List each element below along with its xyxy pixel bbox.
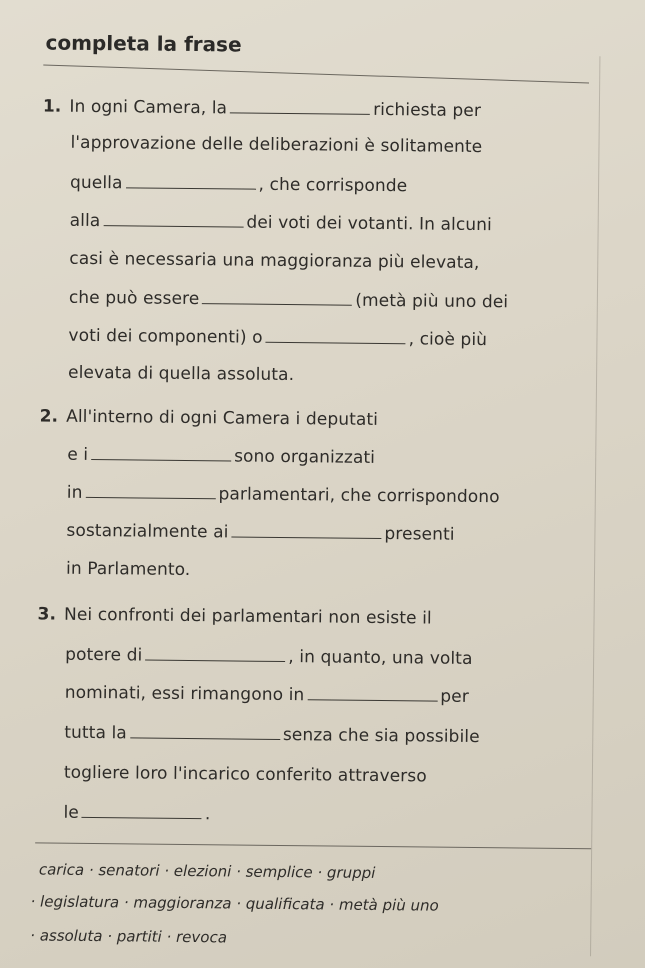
ex1-line-5 — [69, 249, 479, 273]
ex3-number: 3. — [37, 604, 57, 625]
ex1-text-7a: voti dei componenti) o — [68, 325, 263, 348]
ex2-line-2 — [67, 445, 375, 468]
ex2-text-4b: presenti — [384, 524, 455, 545]
ex3-line-4 — [64, 723, 480, 747]
ex1-text-3a: quella — [69, 172, 123, 194]
ex1-blank-2[interactable] — [126, 173, 256, 189]
ex2-blank-2[interactable] — [85, 483, 215, 499]
ex1-text-2: l'approvazione delle deliberazioni è solitamente — [70, 132, 483, 158]
ex3-text-3b: per — [440, 686, 469, 707]
ex1-line-3 — [70, 173, 407, 197]
ex3-text-4a: tutta la — [64, 722, 127, 744]
ex1-text-1a: In ogni Camera, la — [69, 96, 228, 119]
ex3-text-4b: senza che sia possibile — [282, 725, 480, 748]
ex2-blank-3[interactable] — [231, 522, 381, 539]
ex2-line-3 — [67, 483, 500, 508]
ex1-text-3b: , che corrisponde — [258, 174, 408, 197]
ex1-text-8: elevata di quella assoluta. — [67, 362, 295, 386]
ex1-line-8 — [68, 363, 294, 385]
ex2-text-1: All'interno di ogni Camera i deputati — [66, 406, 379, 430]
ex1-blank-5[interactable] — [266, 328, 406, 344]
ex3-line-2 — [65, 645, 473, 669]
ex2-blank-1[interactable] — [91, 445, 231, 461]
ex1-text-4b: dei voti dei votanti. In alcuni — [246, 212, 493, 236]
ex1-text-6b: (metà più uno dei — [355, 290, 509, 313]
ex2-line-4 — [66, 521, 454, 545]
word-bank-line-1: carica · senatori · elezioni · semplice · gruppi — [38, 860, 376, 882]
page-title: completa la frase — [45, 30, 242, 57]
ex3-line-5 — [64, 763, 427, 787]
ex3-text-2b: , in quanto, una volta — [288, 647, 473, 669]
title-underline — [43, 64, 589, 83]
ex1-number: 1. — [42, 96, 62, 117]
ex1-blank-4[interactable] — [202, 289, 352, 306]
ex2-text-2a: e i — [67, 444, 89, 465]
ex1-text-7b: , cioè più — [408, 329, 488, 351]
ex2-number: 2. — [39, 406, 59, 427]
ex1-line-4 — [70, 211, 492, 235]
ex3-text-6b: . — [204, 804, 211, 825]
ex2-text-2b: sono organizzati — [234, 446, 376, 468]
ex3-line-6 — [63, 803, 210, 825]
ex3-text-6a: le — [63, 802, 79, 823]
ex3-blank-1[interactable] — [145, 646, 285, 662]
ex3-blank-2[interactable] — [307, 685, 437, 701]
ex2-text-4a: sostanzialmente ai — [66, 520, 229, 543]
ex3-text-3a: nominati, essi rimangono in — [64, 682, 305, 706]
word-bank-line-3: · assoluta · partiti · revoca — [30, 926, 228, 947]
ex1-text-1b: richiesta per — [373, 99, 482, 122]
ex1-text-6a: che può essere — [68, 287, 200, 310]
ex1-text-5: casi è necessaria una maggioranza più elevata, — [69, 248, 480, 274]
ex2-line-5 — [66, 559, 191, 580]
ex1-blank-1[interactable] — [230, 98, 370, 114]
ex1-line-6 — [69, 288, 509, 313]
ex1-line-7 — [68, 326, 487, 350]
ex3-blank-4[interactable] — [82, 803, 202, 819]
ex2-line-1 — [40, 406, 379, 430]
ex3-text-2a: potere di — [65, 644, 143, 666]
ex3-text-1: Nei confronti dei parlamentari non esiste il — [63, 604, 432, 629]
ex3-line-3 — [65, 683, 469, 707]
word-bank-divider — [35, 842, 591, 849]
page-fold-shadow — [590, 56, 600, 956]
word-bank-line-2: · legislatura · maggioranza · qualificata · metà più uno — [30, 892, 439, 915]
ex3-blank-3[interactable] — [130, 723, 280, 740]
ex3-text-5: togliere loro l'incarico conferito attraverso — [63, 762, 427, 787]
ex3-line-1 — [37, 604, 431, 628]
ex1-line-1 — [43, 96, 481, 121]
ex1-line-2 — [70, 133, 482, 157]
ex2-text-3a: in — [66, 482, 83, 503]
ex2-text-5: in Parlamento. — [65, 558, 191, 581]
ex1-blank-3[interactable] — [103, 211, 243, 227]
ex2-text-3b: parlamentari, che corrispondono — [218, 484, 500, 508]
ex1-text-4a: alla — [69, 210, 101, 232]
